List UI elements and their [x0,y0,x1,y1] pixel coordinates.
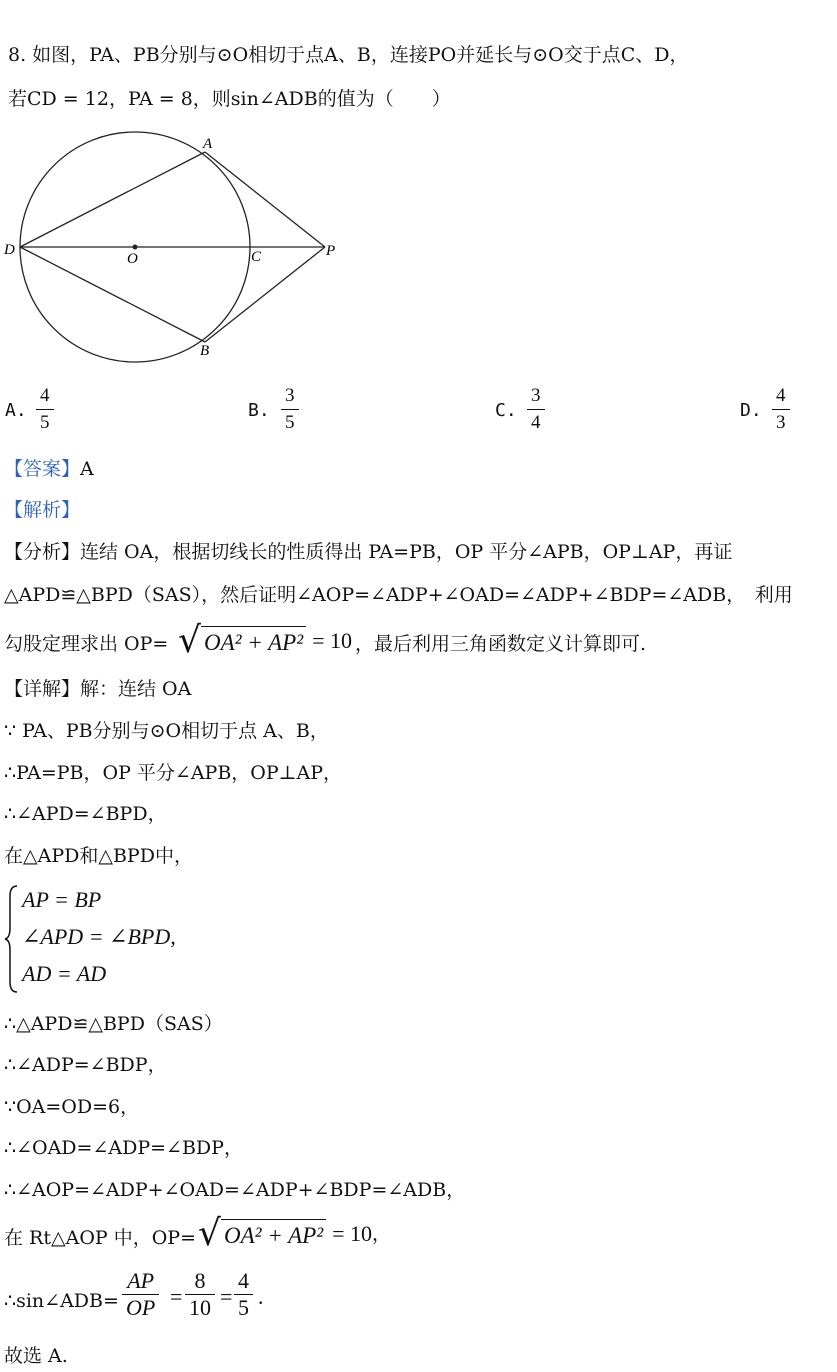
option-c-letter: C. [495,400,517,421]
system-eq-1: AP = BP [22,887,102,912]
option-a-letter: A. [5,400,27,421]
detail-tag: 【详解】 [4,678,81,700]
equals-1: = [170,1284,183,1309]
radical-sign-2: √ [198,1213,221,1254]
center-point-o [133,245,138,250]
option-d-letter: D. [740,400,762,421]
detail-radicand: OA² + AP² [221,1219,326,1250]
question-line-1: 8. 如图，PA、PB分别与⊙O相切于点A、B，连接PO并延长与⊙O交于点C、D， [8,44,689,66]
detail-step-11-pre: ∴sin∠ADB= [4,1290,119,1312]
detail-step-7: ∵OA=OD=6， [4,1096,140,1118]
equals-2: = [220,1284,233,1309]
label-b: B [200,343,210,359]
left-brace [4,884,20,994]
option-c-fraction: 3 4 [527,383,545,436]
detail-step-6: ∴∠ADP=∠BDP， [4,1054,167,1076]
fenxi-radicand: OA² + AP² [201,626,306,657]
detail-step-12: 故选 A. [4,1345,68,1367]
label-p: P [326,243,336,259]
fenxi-line3-post: ，最后利用三角函数定义计算即可. [355,633,647,655]
option-b-fraction: 3 5 [281,383,299,436]
option-d-fraction: 4 3 [772,383,790,436]
fenxi-result: = 10 [312,628,353,653]
fenxi-sqrt [178,621,352,661]
detail-intro: 解：连结 OA [80,678,192,700]
detail-step-9: ∴∠AOP=∠ADP+∠OAD=∠ADP+∠BDP=∠ADB， [4,1179,466,1201]
label-a: A [203,136,213,152]
line-ap [205,152,325,247]
detail-step-5: ∴△APD≌△BPD（SAS） [4,1013,223,1035]
fenxi-line3-pre: 勾股定理求出 OP= [4,633,169,655]
system-eq-3: AD = AD [22,961,107,986]
fenxi-line-2: △APD≌△BPD（SAS），然后证明∠AOP=∠ADP+∠OAD=∠ADP+∠BDP=∠ADB， 利用 [4,584,793,606]
period: . [258,1284,264,1309]
answer-line [4,456,94,482]
detail-step-10-post: ， [372,1223,392,1245]
label-o: O [127,251,138,267]
fraction-8-10: 8 10 [185,1268,215,1321]
detail-result: = 10 [332,1221,373,1246]
detail-step-3: ∴∠APD=∠BPD， [4,803,167,825]
fraction-4-5: 4 5 [234,1268,253,1321]
option-b-letter: B. [248,400,270,421]
detail-step-10-pre: 在 Rt△AOP 中，OP= [4,1227,196,1249]
answer-tag: 【答案】 [4,458,81,480]
detail-step-2: ∴PA=PB，OP 平分∠APB，OP⊥AP， [4,762,343,784]
label-c: C [251,249,262,265]
fenxi-line-1 [4,539,732,565]
detail-intro-line [4,676,191,702]
label-d: D [4,242,15,258]
detail-step-8: ∴∠OAD=∠ADP=∠BDP， [4,1137,243,1159]
fenxi-text-1: 连结 OA，根据切线长的性质得出 PA=PB，OP 平分∠APB，OP⊥AP，再证 [80,541,733,563]
line-da [20,152,205,247]
detail-step-4: 在△APD和△BPD中， [4,845,193,867]
line-db [20,247,205,342]
fenxi-line-3 [4,631,168,657]
answer-value: A [80,458,94,480]
radical-sign: √ [178,620,201,661]
line-bp [205,247,325,342]
question-line-2: 若CD = 12，PA = 8，则sin∠ADB的值为（ ） [8,88,451,110]
system-eq-2: ∠APD = ∠BPD, [22,924,176,949]
analysis-tag: 【解析】 [4,499,81,521]
fraction-ap-op: AP OP [122,1268,159,1321]
fenxi-tag: 【分析】 [4,541,81,563]
detail-step-1: ∵ PA、PB分别与⊙O相切于点 A、B， [4,720,329,742]
detail-sqrt [198,1214,391,1254]
option-a-fraction: 4 5 [36,383,54,436]
geometry-figure [0,125,345,365]
